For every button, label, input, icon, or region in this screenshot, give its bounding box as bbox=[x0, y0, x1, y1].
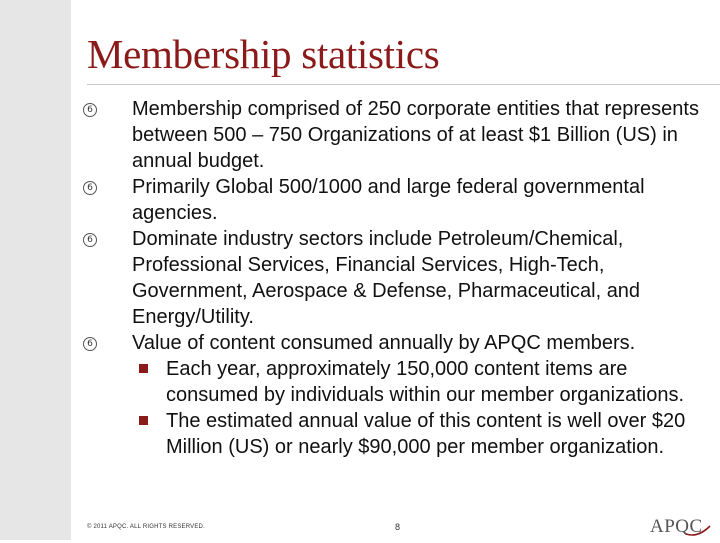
circled-six-icon: 6 bbox=[83, 337, 97, 351]
bullet-item bbox=[80, 96, 712, 174]
bullet-item bbox=[80, 174, 712, 226]
bullet-text: Value of content consumed annually by APQC members. bbox=[132, 332, 636, 354]
bullet-text: Membership comprised of 250 corporate entities that represents between 500 – 750 Organizations of at least $1 Billion (US) in annual budget. bbox=[132, 98, 699, 172]
sub-bullet-text: The estimated annual value of this content is well over $20 Million (US) or nearly $90,000 per member organization. bbox=[166, 410, 686, 458]
slide-body bbox=[80, 96, 712, 460]
apqc-logo bbox=[648, 512, 716, 543]
apqc-logo-icon bbox=[648, 512, 716, 538]
page-number: 8 bbox=[395, 522, 401, 532]
slide-title: Membership statistics bbox=[87, 31, 440, 77]
svg-text:APQC: APQC bbox=[650, 516, 703, 537]
title-divider bbox=[87, 84, 720, 85]
bullet-text: Dominate industry sectors include Petroleum/Chemical, Professional Services, Financial Services, High-Tech, Government, Aerospace & Defense, Pharmaceutical, and Energy/Utility. bbox=[132, 228, 641, 328]
sub-bullet-text: Each year, approximately 150,000 content items are consumed by individuals within our member organizations. bbox=[166, 358, 685, 406]
left-sidebar-band bbox=[0, 0, 71, 540]
circled-six-icon: 6 bbox=[83, 103, 97, 117]
bullet-item bbox=[80, 330, 712, 356]
circled-six-icon: 6 bbox=[83, 181, 97, 195]
square-bullet-icon bbox=[139, 416, 148, 425]
sub-bullet-item bbox=[80, 408, 712, 460]
square-bullet-icon bbox=[139, 364, 148, 373]
footer-copyright: © 2011 APQC. ALL RIGHTS RESERVED. bbox=[87, 524, 205, 530]
circled-six-icon: 6 bbox=[83, 233, 97, 247]
bullet-item bbox=[80, 226, 712, 330]
bullet-text: Primarily Global 500/1000 and large federal governmental agencies. bbox=[132, 176, 645, 224]
sub-bullet-item bbox=[80, 356, 712, 408]
